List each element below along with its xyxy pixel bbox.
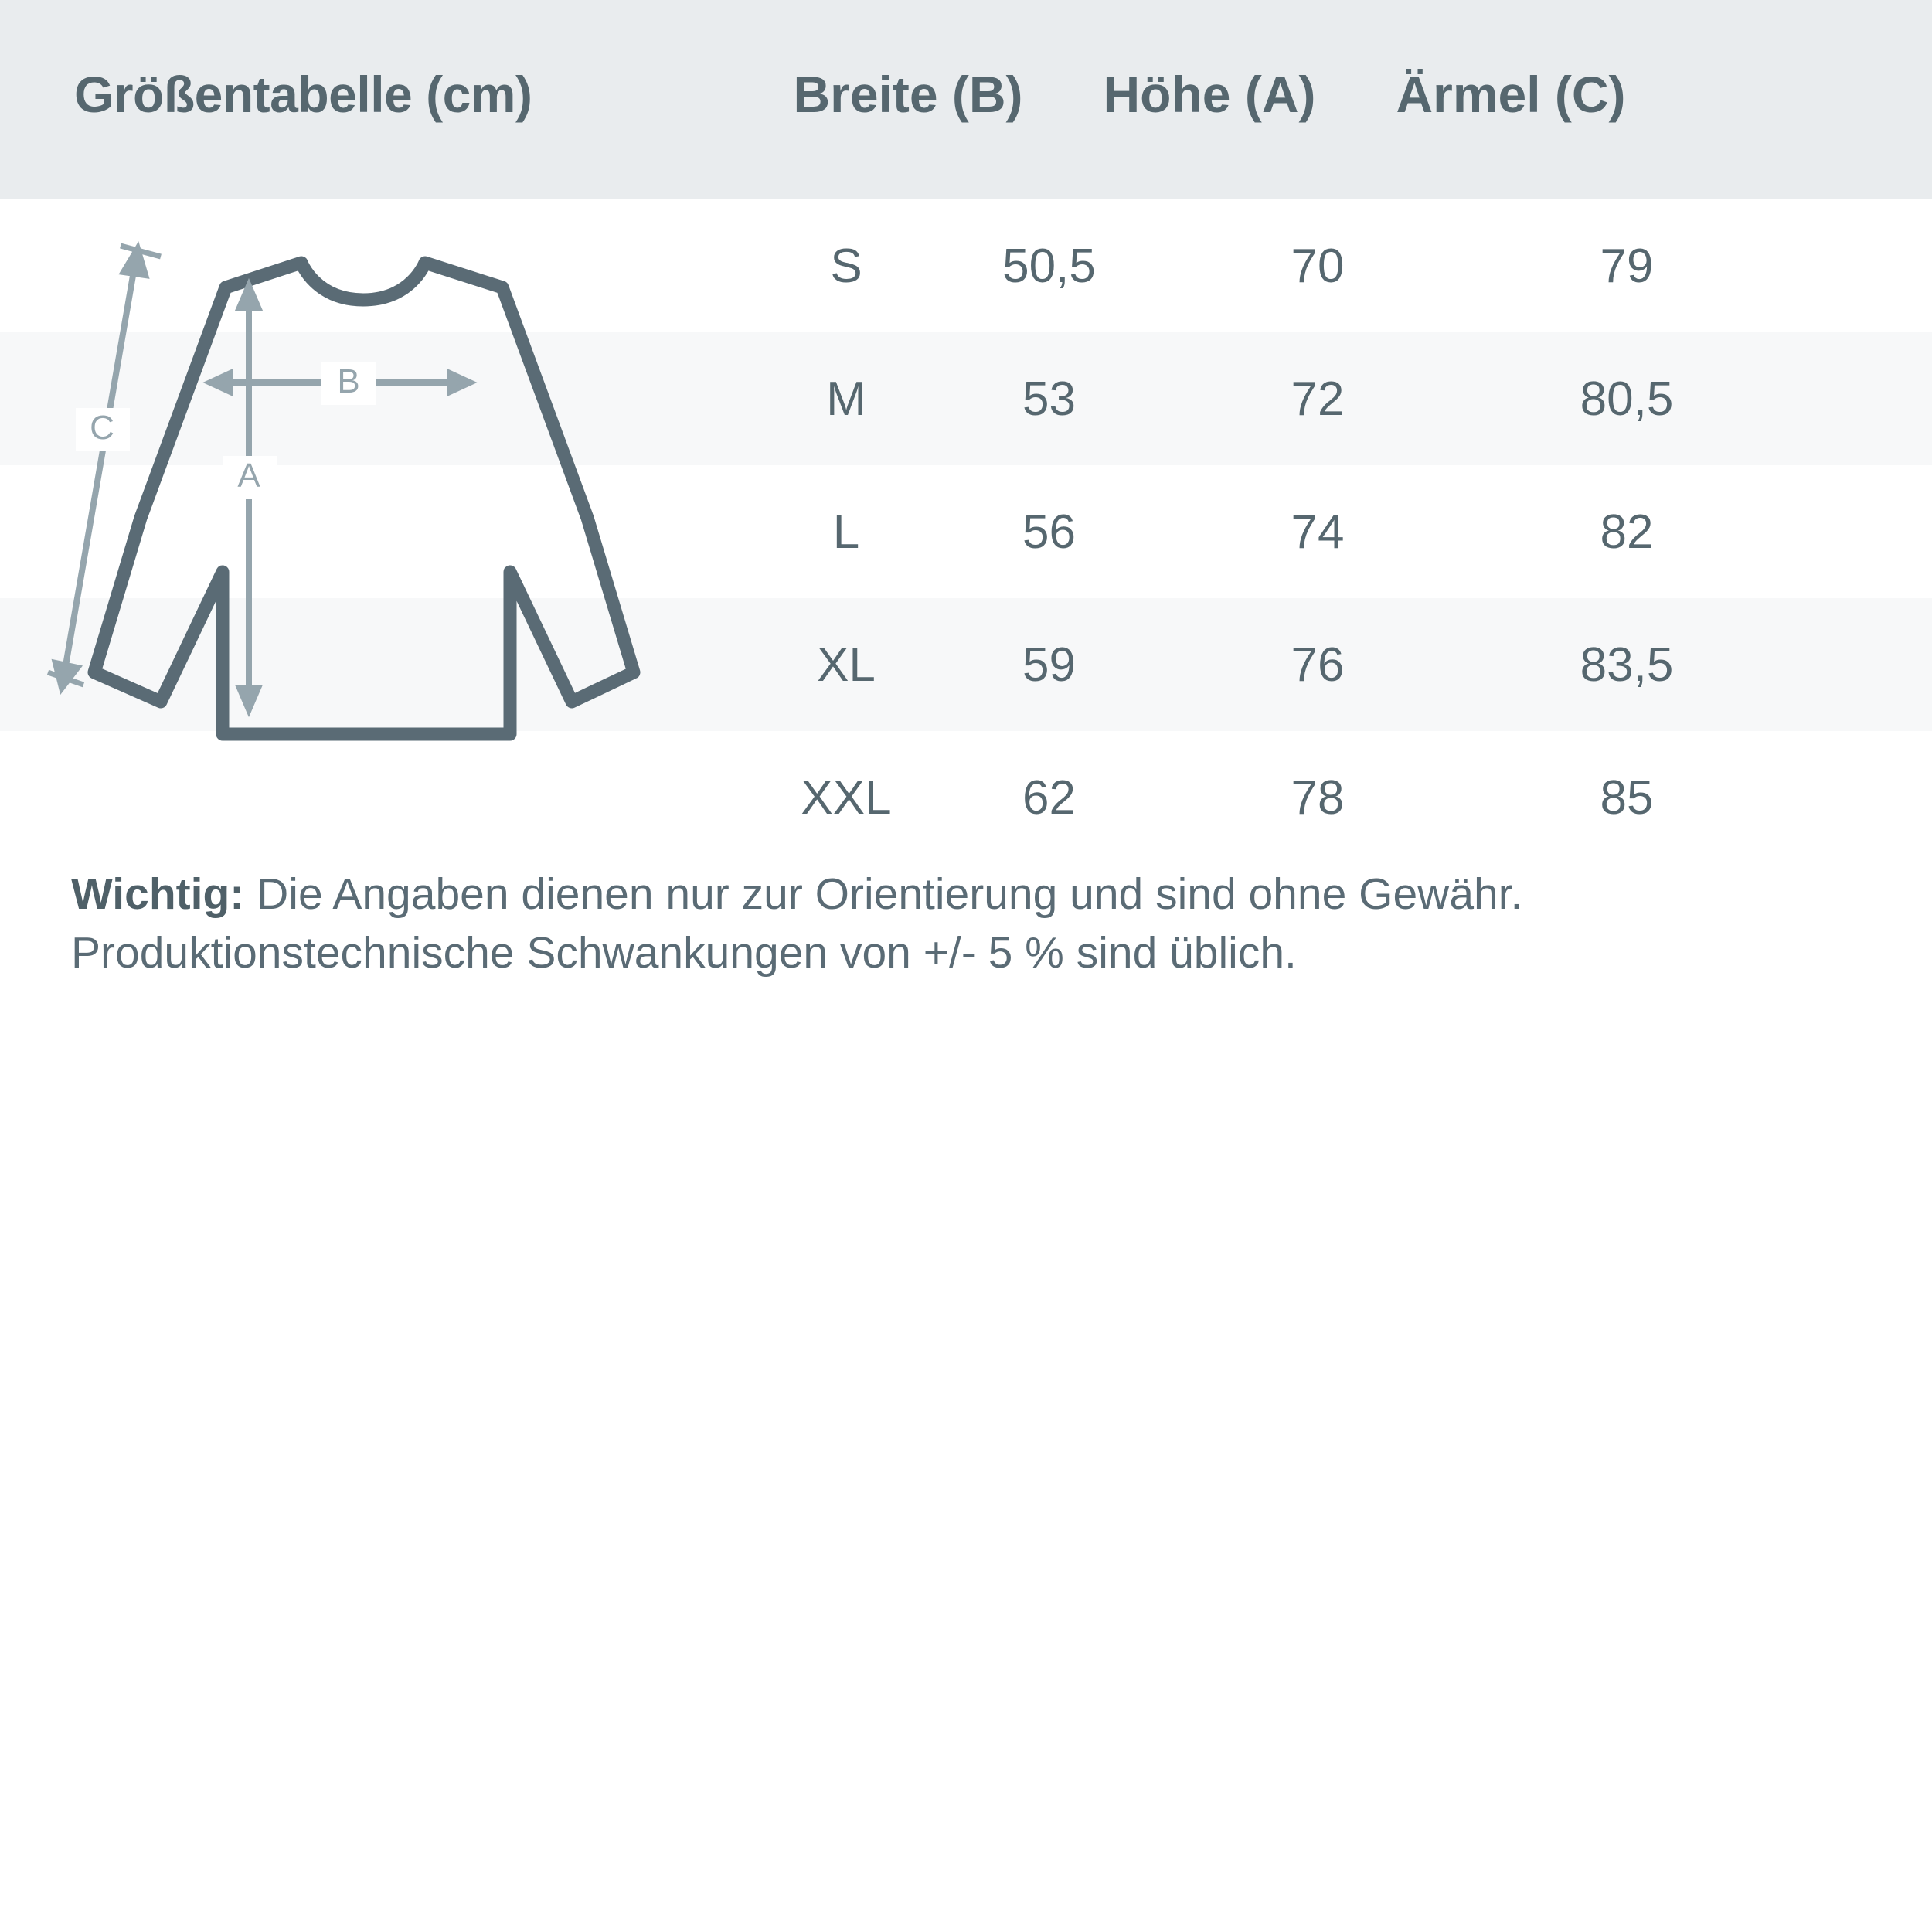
label-b: B: [337, 362, 360, 400]
page-title: Größentabelle (cm): [74, 66, 532, 123]
shirt-outline: [94, 263, 634, 734]
column-header-breite: Breite (B): [793, 66, 1023, 123]
cell-breite: 59: [1022, 638, 1076, 692]
disclaimer-lead: Wichtig:: [71, 869, 245, 919]
cell-breite: 50,5: [1002, 239, 1096, 293]
cell-size: XXL: [801, 770, 892, 825]
column-header-aermel: Ärmel (C): [1396, 66, 1626, 123]
cell-breite: 56: [1022, 505, 1076, 559]
column-header-hoehe: Höhe (A): [1103, 66, 1316, 123]
cell-hoehe: 78: [1291, 770, 1345, 825]
cell-breite: 53: [1022, 372, 1076, 426]
cell-hoehe: 76: [1291, 638, 1345, 692]
cell-breite: 62: [1022, 770, 1076, 825]
cell-hoehe: 72: [1291, 372, 1345, 426]
table-header: [0, 0, 1932, 199]
disclaimer: [71, 866, 1864, 983]
cell-aermel: 80,5: [1580, 372, 1674, 426]
cell-size: M: [826, 372, 866, 426]
column-headers: [757, 65, 1862, 124]
cell-aermel: 83,5: [1580, 638, 1674, 692]
cell-size: XL: [817, 638, 876, 692]
cell-hoehe: 74: [1291, 505, 1345, 559]
shirt-diagram: [46, 240, 757, 796]
cell-aermel: 82: [1600, 505, 1654, 559]
label-a: A: [237, 457, 260, 495]
cell-size: S: [830, 239, 862, 293]
cell-size: L: [832, 505, 860, 559]
cell-hoehe: 70: [1291, 239, 1345, 293]
cell-aermel: 79: [1600, 239, 1654, 293]
disclaimer-text: Die Angaben dienen nur zur Orientierung und sind ohne Gewähr. Produktionstechnische Schwankungen von +/- 5 % sind üblich.: [71, 869, 1523, 978]
cell-aermel: 85: [1600, 770, 1654, 825]
label-c: C: [90, 409, 114, 447]
